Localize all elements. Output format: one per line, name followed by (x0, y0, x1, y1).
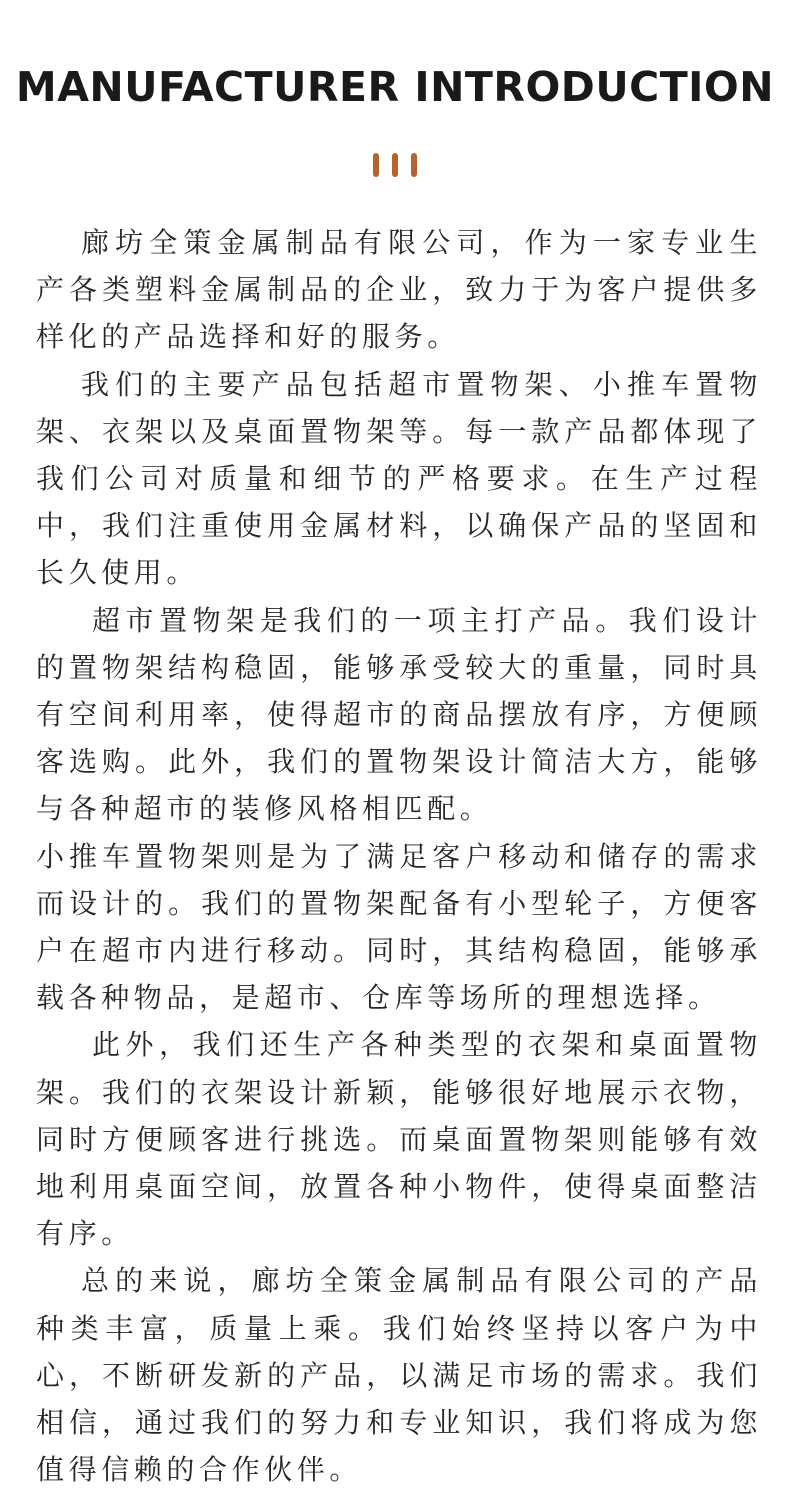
decorative-divider (0, 153, 790, 177)
intro-paragraph-cart-shelf: 小推车置物架则是为了满足客户移动和储存的需求而设计的。我们的置物架配备有小型轮子，方便客户在超市内进行移动。同时，其结构稳固，能够承载各种物品，是超市、仓库等场所的理想选择。 (36, 839, 762, 1015)
divider-bar (373, 153, 379, 177)
divider-bar (411, 153, 417, 177)
intro-paragraph-company: 廊坊全策金属制品有限公司，作为一家专业生产各类塑料金属制品的企业，致力于为客户提供多样化的产品选择和好的服务。 (36, 226, 762, 354)
divider-bar (392, 153, 398, 177)
intro-paragraph-supermarket-shelf: 超市置物架是我们的一项主打产品。我们设计的置物架结构稳固，能够承受较大的重量，同时具有空间利用率，使得超市的商品摆放有序，方便顾客选购。此外，我们的置物架设计简洁大方，能够与各种超市的装修风格相匹配。 (36, 603, 762, 826)
intro-paragraph-products: 我们的主要产品包括超市置物架、小推车置物架、衣架以及桌面置物架等。每一款产品都体现了我们公司对质量和细节的严格要求。在生产过程中，我们注重使用金属材料，以确保产品的坚固和长久使用。 (36, 367, 762, 590)
intro-paragraph-summary: 总的来说，廊坊全策金属制品有限公司的产品种类丰富，质量上乘。我们始终坚持以客户为中心，不断研发新的产品，以满足市场的需求。我们相信，通过我们的努力和专业知识，我们将成为您值得信赖的合作伙伴。 (36, 1264, 762, 1487)
intro-paragraph-hangers: 此外，我们还生产各种类型的衣架和桌面置物架。我们的衣架设计新颖，能够很好地展示衣物，同时方便顾客进行挑选。而桌面置物架则能够有效地利用桌面空间，放置各种小物件，使得桌面整洁有序。 (36, 1028, 762, 1251)
intro-body (36, 219, 762, 1493)
section-title: MANUFACTURER INTRODUCTION (15, 63, 775, 111)
